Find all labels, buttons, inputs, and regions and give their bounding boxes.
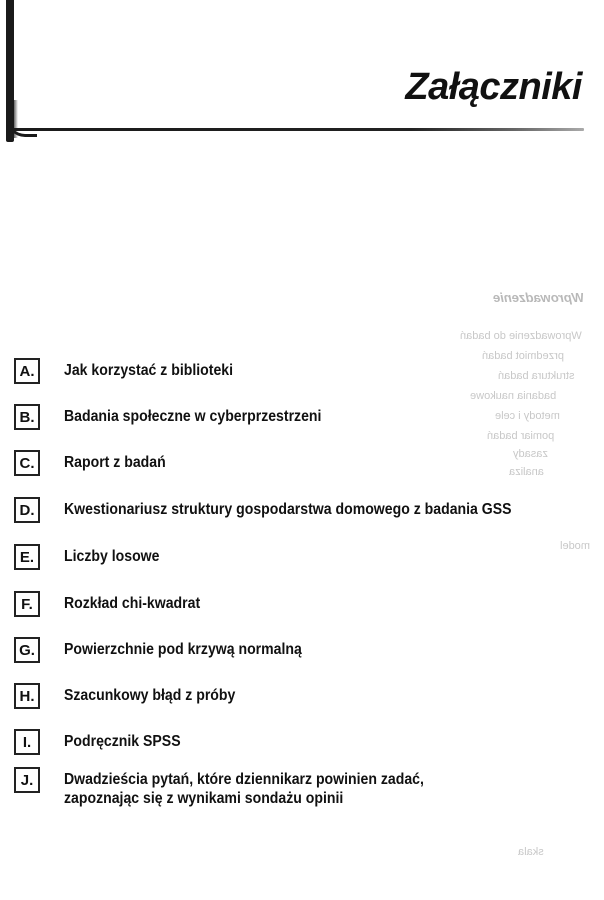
appendix-title: Kwestionariusz struktury gospodarstwa domowego z badania GSS [64,501,512,518]
appendix-letter-box: J. [14,767,40,793]
bleed-through-line: badania naukowe [469,390,556,402]
appendix-title: Jak korzystać z biblioteki [64,362,234,379]
appendix-item-d [14,497,584,523]
appendix-item-b [14,404,584,430]
appendix-letter-box: A. [14,358,40,384]
bleed-through-line: przedmiot badań [482,350,564,362]
appendix-letter-box: H. [14,683,40,709]
bleed-through-line: model [560,540,590,552]
page-title: Załączniki [405,66,582,108]
bleed-through-line: analiza [509,466,544,478]
appendix-title: Powierzchnie pod krzywą normalną [64,641,302,658]
appendix-title: Szacunkowy błąd z próby [64,687,236,704]
appendix-letter-box: G. [14,637,40,663]
appendix-item-g [14,637,584,663]
appendix-title: Badania społeczne w cyberprzestrzeni [64,408,322,425]
appendix-title-multiline [64,767,424,808]
appendix-title: Liczby losowe [64,548,160,565]
appendix-item-a [14,358,584,384]
appendix-letter-box: C. [14,450,40,476]
appendix-item-c [14,450,584,476]
appendix-title-line-1: Dwadzieścia pytań, które dziennikarz powinien zadać, [64,771,424,788]
appendix-item-i [14,729,584,755]
appendix-letter-box: E. [14,544,40,570]
appendix-letter-box: F. [14,591,40,617]
bleed-through-line: skala [518,846,544,858]
bleed-through-line: zasady [513,448,548,460]
bleed-through-heading: Wprowadzenie [492,290,584,305]
bleed-through-line: pomiar badań [486,430,554,442]
appendix-letter-box: I. [14,729,40,755]
bleed-through-line: metody i cele [495,410,560,422]
appendix-title-line-2: zapoznając się z wynikami sondażu opinii [64,790,344,807]
bleed-through-line: Wprowadzenie do badań [460,330,582,342]
appendix-item-j [14,767,584,808]
appendix-letter-box: B. [14,404,40,430]
appendix-item-e [14,544,584,570]
appendix-title: Podręcznik SPSS [64,733,181,750]
appendix-item-h [14,683,584,709]
appendix-title: Rozkład chi-kwadrat [64,595,201,612]
bleed-through-line: struktura badań [497,370,574,382]
appendix-letter-box: D. [14,497,40,523]
appendix-title: Raport z badań [64,454,166,471]
appendix-item-f [14,591,584,617]
